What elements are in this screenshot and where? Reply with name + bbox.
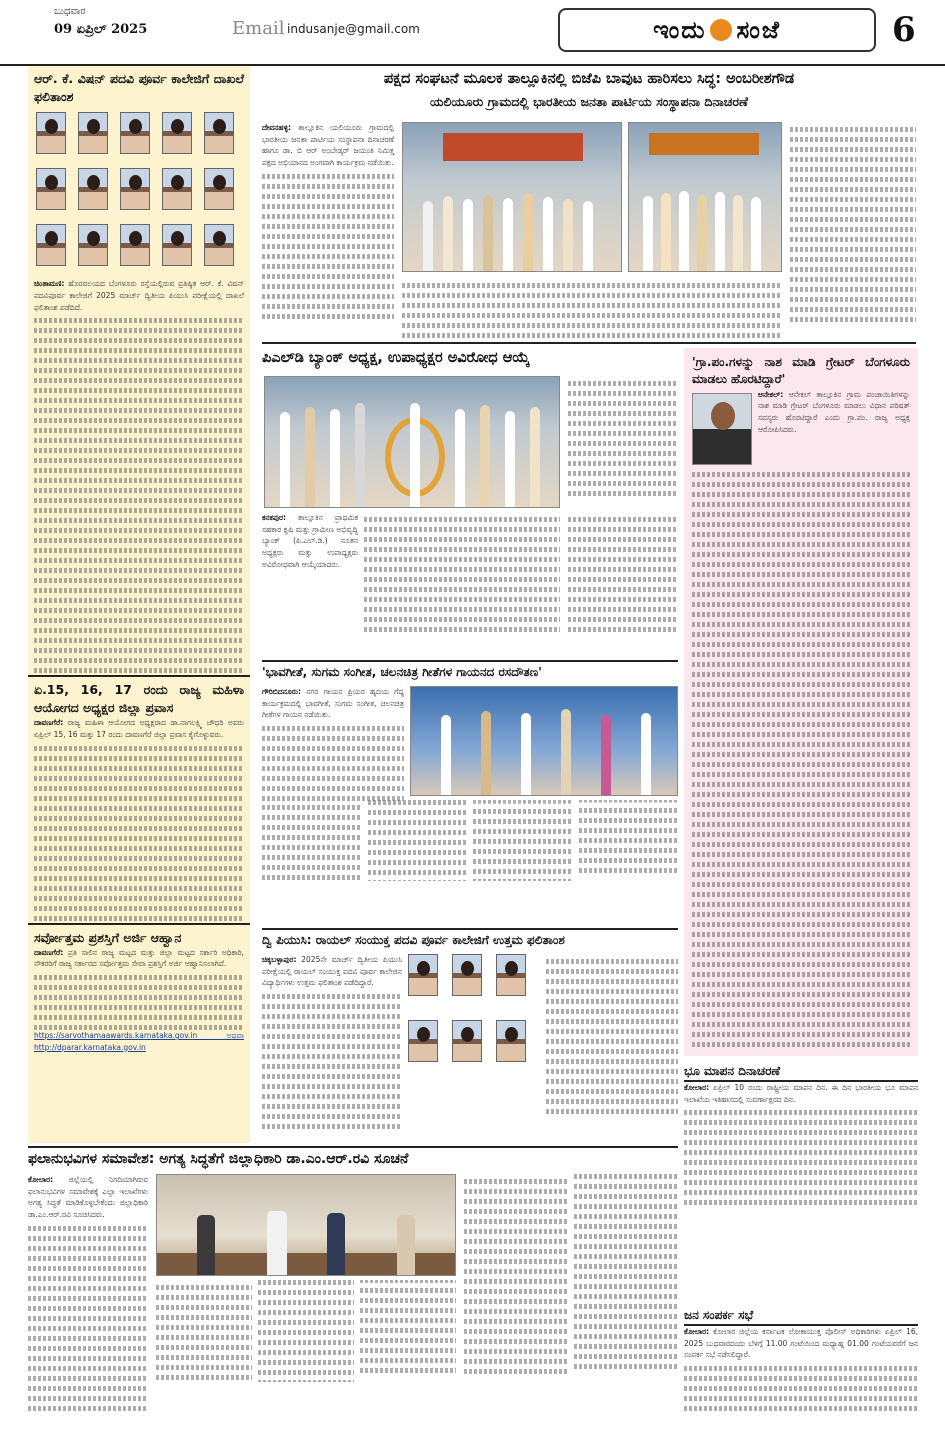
awards-url[interactable]: https://sarvothamaawards.karnataka.gov.in ಅಥವಾ http://dparar.karnataka.gov.in — [34, 1031, 244, 1052]
headline-gayana: 'ಭಾವಗೀತೆ, ಸುಗಮ ಸಂಗೀತ, ಚಲನಚಿತ್ರ ಗೀತೆಗಳ ಗಾಯನದ ರಸದೌತಣ' — [262, 665, 542, 679]
story-bhoo — [684, 1062, 918, 1212]
page-number: 6 — [892, 10, 916, 50]
student-photo — [36, 168, 66, 210]
student-photo — [78, 168, 108, 210]
dateline: ಚಿಕ್ಕಬಳ್ಳಾಪುರ: — [262, 955, 297, 964]
headline-puc: ದ್ವಿ ಪಿಯುಸಿ: ರಾಯಲ್ ಸಂಯುಕ್ತ ಪದವಿ ಪೂರ್ವ ಕಾಲೇಜಿಗೆ ಉತ್ತಮ ಫಲಿತಾಂಶ — [262, 933, 565, 947]
event-photo — [628, 122, 782, 272]
student-photo — [120, 168, 150, 210]
student-photos — [28, 106, 250, 278]
dateline: ಆನೇಕಲ್: — [758, 389, 784, 399]
student-photo — [162, 168, 192, 210]
body-text — [34, 313, 244, 673]
story-lead: ರಾಜ್ಯ ಮಹಿಳಾ ಆಯೋಗದ ಅಧ್ಯಕ್ಷರಾದ ಡಾ.ನಾಗಲಕ್ಷ್ಮಿ ಚೌಧರಿ ಅವರು ಏಪ್ರಿಲ್ 15, 16 ಮತ್ತು 17 ರಂದು ದಾವಣಗೆರೆ ಜಿಲ್ಲಾ ಪ್ರವಾಸ ಕೈಗೊಳ್ಳುವರು. — [34, 718, 244, 739]
logo-left: ಇಂದು — [653, 16, 707, 44]
event-photo — [264, 376, 560, 508]
student-photo — [162, 224, 192, 266]
body-text — [568, 512, 678, 637]
student-photo — [78, 112, 108, 154]
divider — [262, 928, 678, 930]
masthead-day: ಬುಧವಾರ — [54, 6, 86, 17]
story-lead: ಹೊರವಲಯದ ಬೆಂಗಳೂರು ರಸ್ತೆಯಲ್ಲಿರುವ ಪ್ರತಿಷ್ಠಿತ ಆರ್. ಕೆ. ವಿಷನ್ ಪದವಿಪೂರ್ವ ಕಾಲೇಜಿಗೆ 2025 ಮಾರ್ಚ್ ದ್ವಿತೀಯ ಪಿಯುಸಿ ಪರೀಕ್ಷೆಯಲ್ಲಿ ದಾಖಲೆ ಫಲಿತಾಂಶ ಪಡೆದಿದೆ. — [34, 279, 244, 312]
story-lead: ತಾಲ್ಲೂಕಿನ ಯಲಿಯೂರು ಗ್ರಾಮದಲ್ಲಿ ಭಾರತೀಯ ಜನತಾ ಪಾರ್ಟಿಯ ಸಂಸ್ಥಾಪನಾ ದಿನಾಚರಣೆ ಹಾಗೂ ಡಾ. ಬಿ ಆರ್ ಅಂಬೇಡ್ಕರ್ ಜಯಂತಿ ನಿಮಿತ್ತ ಪಕ್ಷದ ಅಭಿಯಾನದ ಅಂಗವಾಗಿ ಕಾರ್ಯಕ್ರಮ ನಡೆಯಿತು. — [262, 123, 394, 167]
body-text — [28, 1226, 148, 1411]
story-gayana — [262, 664, 678, 926]
dateline: ದೇವನಹಳ್ಳಿ: — [262, 123, 292, 132]
body-text — [790, 122, 916, 327]
story-lead: 2025ನೇ ಮಾರ್ಚ್ ದ್ವಿತೀಯ ಪಿಯುಸಿ ಪರೀಕ್ಷೆಯಲ್ಲಿ ರಾಯಲ್ ಸಂಯುಕ್ತ ಪದವಿ ಪೂರ್ವ ಕಾಲೇಜಿನ ವಿದ್ಯಾರ್ಥಿಗಳು ಉತ್ತಮ ಫಲಿತಾಂಶ ಪಡೆದಿದ್ದಾರೆ. — [262, 955, 402, 988]
body-text — [156, 1280, 456, 1382]
divider — [28, 1146, 678, 1148]
headline-bhoo: ಭೂ ಮಾಪನ ದಿನಾಚರಣೆ — [684, 1062, 918, 1082]
story-lead: ಕೋಲಾರ ಜಿಲ್ಲೆಯ ಕರ್ನಾಟಕ ಲೋಕಾಯುಕ್ತ ಪೊಲೀಸ್ ಅಧಿಕಾರಿಗಳು ಏಪ್ರಿಲ್ 16, 2025 ಬುಧವಾರದಂದು ಬೆಳಿಗ್ಗೆ 11.00 ಗಂಟೆಯಿಂದ ಮಧ್ಯಾಹ್ನ 01.00 ಗಂಟೆಯವರೆಗೆ ಜನ ಸಂಪರ್ಕ ಸಭೆ ನಡೆಸಲಿದ್ದಾರೆ. — [684, 1327, 918, 1360]
headline-falanubhavi: ಫಲಾನುಭವಿಗಳ ಸಮಾವೇಶ: ಅಗತ್ಯ ಸಿದ್ಧತೆಗೆ ಜಿಲ್ಲಾಧಿಕಾರಿ ಡಾ.ಎಂ.ಆರ್.ರವಿ ಸೂಚನೆ — [28, 1151, 409, 1167]
body-text — [364, 512, 560, 637]
headline-mahila: ಏ.15, 16, 17 ರಂದು ರಾಜ್ಯ ಮಹಿಳಾ ಆಯೋಗದ ಅಧ್ಯಕ್ಷರ ಜಿಲ್ಲಾ ಪ್ರವಾಸ — [34, 682, 244, 716]
student-photo — [120, 112, 150, 154]
body-text — [34, 741, 244, 921]
dateline: ದಾವಣಗೆರೆ: — [34, 718, 64, 728]
event-photo — [410, 686, 678, 796]
body-text — [262, 169, 394, 329]
student-photo — [162, 112, 192, 154]
email-address[interactable]: indusanje@gmail.com — [287, 22, 420, 36]
dateline: ಕೋಲಾರ: — [684, 1083, 710, 1092]
body-text — [262, 994, 402, 1129]
story-puc — [262, 932, 678, 1144]
dateline: ಕೋಲಾರ: — [28, 1175, 54, 1184]
headline-pld: ಪಿಎಲ್‌ಡಿ ಬ್ಯಾಂಕ್ ಅಧ್ಯಕ್ಷ, ಉಪಾಧ್ಯಕ್ಷರ ಅವಿರೋಧ ಆಯ್ಕೆ — [262, 350, 530, 366]
story-bjp — [262, 70, 916, 342]
body-text — [262, 800, 678, 881]
body-text — [464, 1174, 678, 1377]
student-photo — [496, 1020, 526, 1062]
student-photo — [36, 112, 66, 154]
body-text — [34, 970, 244, 1030]
student-photo — [408, 1020, 438, 1062]
student-photos — [408, 954, 538, 1074]
story-falanubhavi — [28, 1150, 678, 1430]
dateline: ಕೋಲಾರ: — [684, 1327, 710, 1336]
body-text — [402, 278, 782, 342]
headline-prashasti: ಸರ್ವೋತ್ತಮ ಪ್ರಶಸ್ತಿಗೆ ಅರ್ಜಿ ಆಹ್ವಾನ — [34, 929, 182, 945]
student-photo — [452, 1020, 482, 1062]
sun-icon — [710, 19, 732, 41]
story-lead: ಆನೇಕಲ್ ತಾಲ್ಲೂಕಿನ ಗ್ರಾಮ ಪಂಚಾಯಿತಿಗಳನ್ನು ನಾಶ ಮಾಡಿ ಗ್ರೇಟರ್ ಬೆಂಗಳೂರು ಮಾಡಲು ವಿಧಾನ ಪರಿಷತ್ ಸದಸ್ಯರು ಹೊರಟಿದ್ದಾರೆ ಎಂದು ಗ್ರಾ.ಪಂ. ರಾಜ್ಯ ಅಧ್ಯಕ್ಷ ಆರೋಪಿಸಿದರು. — [758, 389, 910, 434]
newspaper-logo — [558, 8, 876, 52]
student-photo — [204, 112, 234, 154]
body-text — [262, 726, 404, 801]
left-column — [28, 66, 250, 1143]
body-text — [568, 376, 678, 501]
student-photo — [78, 224, 108, 266]
student-photo — [408, 954, 438, 996]
story-pld — [262, 348, 678, 658]
person-photo — [692, 393, 752, 465]
dateline: ಗೌರಿಬಿದನೂರು: — [262, 687, 301, 696]
story-lead: ಏಪ್ರಿಲ್ 10 ರಂದು ರಾಷ್ಟ್ರೀಯ ಮಾಪನ ದಿನ. ಈ ದಿನ ಭಾರತೀಯ ಭೂ ಮಾಪನ ಇಲಾಖೆಯ ಇತಿಹಾಸದಲ್ಲಿ ಸುವರ್ಣಾಕ್ಷರದ ದಿನ. — [684, 1083, 918, 1104]
student-photo — [204, 224, 234, 266]
body-text — [684, 1366, 918, 1411]
body-text — [692, 467, 910, 1056]
masthead — [0, 0, 945, 66]
story-lead: ಜಿಲ್ಲೆಯಲ್ಲಿ ನಿಗದಿಯಾಗಿರುವ ಫಲಾನುಭವಿಗಳ ಸಮಾವೇಶಕ್ಕೆ ಎಲ್ಲಾ ಇಲಾಖೆಗಳು ಅಗತ್ಯ ಸಿದ್ಧತೆ ಮಾಡಿಕೊಳ್ಳಬೇಕೆಂದು ಜಿಲ್ಲಾಧಿಕಾರಿ ಡಾ.ಎಂ.ಆರ್.ರವಿ ಸೂಚಿಸಿದರು. — [28, 1175, 149, 1219]
story-lead: ತಾಲ್ಲೂಕಿನ ಪ್ರಾಥಮಿಕ ಸಹಕಾರ ಕೃಷಿ ಮತ್ತು ಗ್ರಾಮೀಣ ಅಭಿವೃದ್ಧಿ ಬ್ಯಾಂಕ್ (ಪಿ.ಎಲ್.ಡಿ.) ನೂತನ ಅಧ್ಯಕ್ಷರು ಮತ್ತು ಉಪಾಧ್ಯಕ್ಷರು ಅವಿರೋಧವಾಗಿ ಆಯ್ಕೆಯಾದರು. — [262, 513, 359, 569]
body-text — [546, 954, 678, 1119]
student-photo — [36, 224, 66, 266]
story-greater — [684, 348, 918, 1056]
logo-right: ಸಂಜೆ — [736, 16, 781, 44]
headline-rk-vishan: ಆರ್. ಕೆ. ವಿಷನ್ ಪದವಿ ಪೂರ್ವ ಕಾಲೇಜಿಗೆ ದಾಖಲೆ ಫಲಿತಾಂಶ — [34, 71, 244, 105]
headline-greater: 'ಗ್ರಾ.ಪಂ.ಗಳನ್ನು ನಾಶ ಮಾಡಿ ಗ್ರೇಟರ್ ಬೆಂಗಳೂರು ಮಾಡಲು ಹೊರಟಿದ್ದಾರೆ' — [692, 355, 910, 387]
divider — [262, 342, 916, 344]
divider — [262, 660, 678, 662]
student-photo — [496, 954, 526, 996]
story-lead: ನಗರ ಗಾಯನ ಪ್ರಿಯರ ಹೃದಯ ಗೆದ್ದ ಕಾರ್ಯಕ್ರಮದಲ್ಲಿ ಭಾವಗೀತೆ, ಸುಗಮ ಸಂಗೀತ, ಚಲನಚಿತ್ರ ಗೀತೆಗಳ ಗಾಯನ ನಡೆಯಿತು. — [262, 687, 404, 720]
dateline: ದಾವಣಗೆರೆ: — [34, 947, 64, 957]
dateline: ಚಿಂತಾಮಣಿ: — [34, 279, 65, 289]
event-photo — [402, 122, 622, 272]
meeting-photo — [156, 1174, 456, 1276]
headline-bjp: ಪಕ್ಷದ ಸಂಘಟನೆ ಮೂಲಕ ತಾಲ್ಲೂಕಿನಲ್ಲಿ ಬಿಜೆಪಿ ಬಾವುಟ ಹಾರಿಸಲು ಸಿದ್ಧ: ಅಂಬರೀಶಗೌಡ — [383, 71, 795, 87]
student-photo — [120, 224, 150, 266]
masthead-date: 09 ಏಪ್ರಿಲ್ 2025 — [54, 22, 148, 37]
student-photo — [452, 954, 482, 996]
student-photo — [204, 168, 234, 210]
subhead-bjp: ಯಲಿಯೂರು ಗ್ರಾಮದಲ್ಲಿ ಭಾರತೀಯ ಜನತಾ ಪಾರ್ಟಿಯ ಸಂಸ್ಥಾಪನಾ ದಿನಾಚರಣೆ — [429, 93, 749, 109]
email-label: Email — [232, 18, 285, 39]
body-text — [684, 1110, 918, 1205]
story-jana — [684, 1306, 918, 1424]
headline-jana: ಜನ ಸಂಪರ್ಕ ಸಭೆ — [684, 1306, 918, 1326]
dateline: ಕನಕಪುರ: — [262, 513, 286, 522]
story-lead: ಪ್ರತಿ ಸಾಲಿನ ರಾಜ್ಯ ಮಟ್ಟದ ಮತ್ತು ಜಿಲ್ಲಾ ಮಟ್ಟದ ಸರ್ಕಾರಿ ಅಧಿಕಾರಿ, ನೌಕರರಿಗೆ ರಾಜ್ಯ ಸರ್ಕಾರದ ಸರ್ವೋತ್ತಮ ಸೇವಾ ಪ್ರಶಸ್ತಿಗೆ ಅರ್ಜಿ ಆಹ್ವಾನಿಸಲಾಗಿದೆ. — [34, 947, 245, 969]
